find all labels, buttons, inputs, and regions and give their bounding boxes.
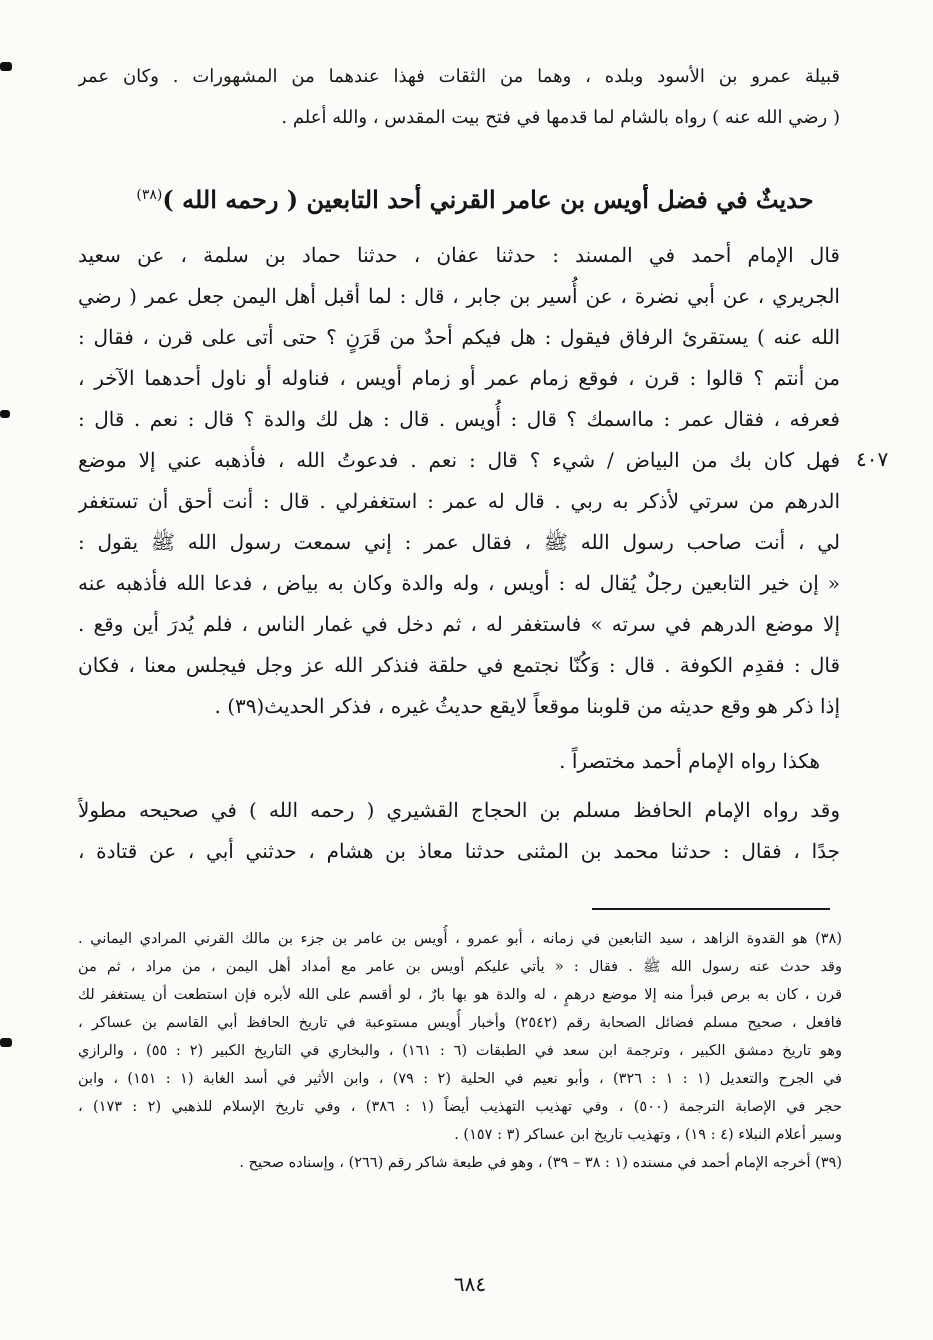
footnote-line: وسير أعلام النبلاء (٤ : ١٩) ، وتهذيب تاريخ ابن عساكر (٣ : ١٥٧) . [454,1127,842,1143]
text-line: قال : فقدِم الكوفة . قال : وَكُنّا نجتمع في حلقة فنذكر الله عز وجل فيجلس معنا ، فكان [78,653,840,677]
scan-binding-mark [0,410,10,418]
footnote-ref: (٣٨) [136,187,163,203]
section-heading [125,173,825,222]
footnote-line: في الجرح والتعديل (١ : ١ : ٣٢٦) ، وأبو نعيم في الحلية (٢ : ٧٩) ، وابن الأثير في أسد الغابة (١ : ١٥١) ، وابن [78,1071,842,1087]
text-line: قبيلة عمرو بن الأسود وبلده ، وهما من الثقات فهذا عندهما من المشهورات . وكان عمر [78,66,840,87]
footnote-line: وقد حدث عنه رسول الله ﷺ . فقال : « يأتي عليكم أويس بن عامر مع أمداد أهل اليمن ، من مراد ، ثم من [78,959,842,975]
text-line: فعرفه ، فقال عمر : مااسمك ؟ قال : أُويس . قال : هل لك والدة ؟ قال : نعم . قال : [78,407,840,431]
continuation-paragraph [78,56,840,138]
text-line: لي ، أنت صاحب رسول الله ﷺ ، فقال عمر : إني سمعت رسول الله ﷺ يقول : [78,530,840,554]
text-line: فهل كان بك من البياض / شيء ؟ قال : نعم . فدعوتُ الله ، فأذهبه عني إلا موضع [78,448,840,472]
page-number: ٦٨٤ [453,1272,487,1296]
summary-statement: هكذا رواه الإمام أحمد مختصراً . [559,749,820,773]
footnote-line: حجر في الإصابة الترجمة (٥٠٠) ، وفي تهذيب التهذيب أيضاً (١ : ٣٨٦) ، وفي تاريخ الإسلام للذهبي (٢ : ١٧٣) ، [78,1099,842,1115]
footnote-line: وهو تاريخ دمشق الكبير ، وترجمة ابن سعد في الطبقات (٦ : ١٦١) ، والبخاري في التاريخ الكبير (٢ : ٥٥) ، والرازي [78,1043,842,1059]
hadith-paragraph [78,235,840,727]
text-line: وقد رواه الإمام الحافظ مسلم بن الحجاج القشيري ( رحمه الله ) في صحيحه مطولاً [78,798,840,822]
heading-text: حديثٌ في فضل أويس بن عامر القرني أحد التابعين ( رحمه الله ) [162,185,814,214]
footnote-line: (٣٨) هو القدوة الزاهد ، سيد التابعين في زمانه ، أبو عمرو ، أُويس بن عامر بن جزء بن مالك القرني المرادي اليماني . [78,931,842,947]
text-line: الله عنه ) يستقرئ الرفاق فيقول : هل فيكم أحدٌ من قَرَنٍ ؟ حتى أتى على قرن ، فقال : [78,325,840,349]
scan-binding-mark [0,1038,12,1047]
muslim-narration-paragraph [78,790,840,872]
text-line: « إن خير التابعين رجلٌ يُقال له : أويس ، وله والدة وكان به بياض ، فدعا الله فأذهبه عنه [78,571,840,595]
text-line: من أنتم ؟ قالوا : قرن ، فوقع زمام عمر أو زمام أويس ، فناوله أو ناول أحدهما الآخر ، [78,366,840,390]
text-line: قال الإمام أحمد في المسند : حدثنا عفان ، حدثنا حماد بن سلمة ، عن سعيد [78,243,840,267]
text-line: ( رضي الله عنه ) رواه بالشام لما قدمها في فتح بيت المقدس ، والله أعلم . [281,107,840,128]
text-line: إلا موضع الدرهم في سرته » فاستغفر له ، ثم دخل في غمار الناس ، فلم يُدرَ أين وقع . [78,612,840,636]
footnote-line: (٣٩) أخرجه الإمام أحمد في مسنده (١ : ٣٨ – ٣٩) ، وهو في طبعة شاكر رقم (٢٦٦) ، وإسناده صحيح . [239,1155,842,1171]
text-line: الجريري ، عن أبي نضرة ، عن أُسير بن جابر ، قال : لما أقبل أهل اليمن جعل عمر ( رضي [78,284,840,308]
footnote-line: فافعل ، صحيح مسلم فضائل الصحابة رقم (٢٥٤٢) وأخبار أُويس مستوعبة في تاريخ الحافظ أبي القاسم بن عساكر ، [78,1015,842,1031]
margin-page-number: ٤٠٧ [856,447,889,471]
footnotes [78,925,842,1177]
scan-binding-mark [0,62,12,71]
text-line: الدرهم من سرتي لأذكر به ربي . قال له عمر : استغفرلي . قال : أنت أحق أن تستغفر [78,489,840,513]
text-line: جدًا ، فقال : حدثنا محمد بن المثنى حدثنا معاذ بن هشام ، حدثني أبي ، عن قتادة ، [78,839,840,863]
footnote-separator [592,908,830,910]
text-line: إذا ذكر هو وقع حديثه من قلوبنا موقعاً لايقع حديثُ غيره ، فذكر الحديث(٣٩) . [214,694,840,718]
footnote-line: قرن ، كان به برص فبرأ منه إلا موضع درهمٍ ، له والدة هو بها بارٌ ، لو أقسم على الله لأبره فإن استطعت أن يستغفر لك [78,987,842,1003]
